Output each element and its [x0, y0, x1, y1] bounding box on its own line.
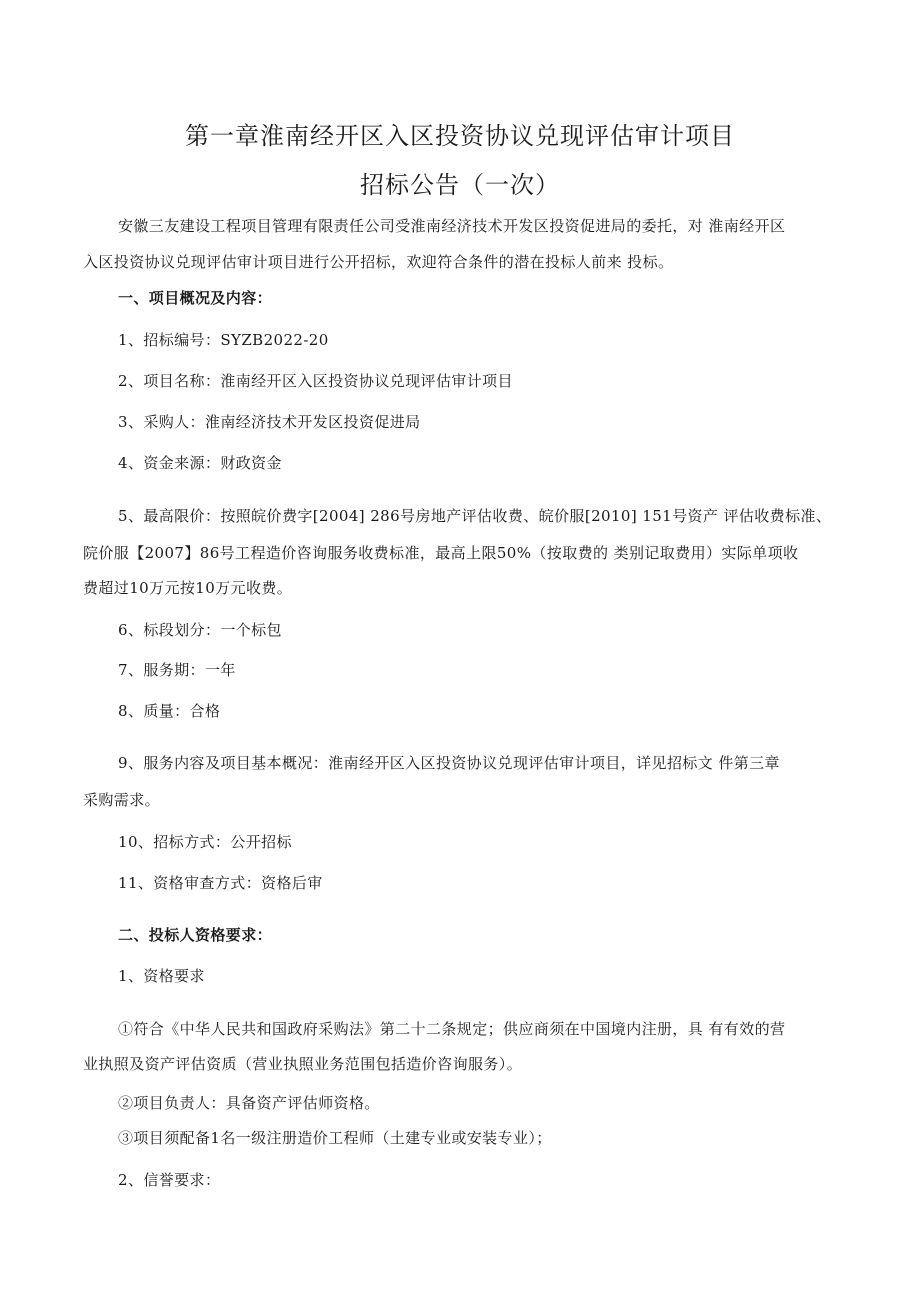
section-heading-qualifications: 二、投标人资格要求： [118, 926, 273, 944]
qualification-line: ①符合《中华人民共和国政府采购法》第二十二条规定；供应商须在中国境内注册，具 有有效的营 [118, 1020, 786, 1038]
price-limit-line: 费超过10万元按10万元收费。 [83, 579, 293, 597]
document-subtitle: 招标公告（一次） [360, 171, 560, 199]
service-content-line: 9、服务内容及项目基本概况：淮南经开区入区投资协议兑现评估审计项目，详见招标文 件第三章 [118, 754, 780, 772]
list-item: 10、招标方式：公开招标 [118, 833, 292, 851]
service-content-line: 采购需求。 [83, 791, 161, 809]
qualification-line: ②项目负责人：具备资产评估师资格。 [118, 1094, 380, 1112]
list-item: 8、质量：合格 [118, 702, 221, 720]
document-title: 第一章淮南经开区入区投资协议兑现评估审计项目 [185, 122, 735, 150]
qualification-line: ③项目须配备1名一级注册造价工程师（土建专业或安装专业）； [118, 1129, 552, 1147]
price-limit-line: 院价服【2007】86号工程造价咨询服务收费标准，最高上限50%（按取费的 类别记取费用）实际单项收 [83, 544, 799, 562]
intro-paragraph-line: 安徽三友建设工程项目管理有限责任公司受淮南经济技术开发区投资促进局的委托，对 淮南经开区 [118, 217, 786, 235]
list-item: 4、资金来源：财政资金 [118, 454, 282, 472]
qualification-line: 业执照及资产评估资质（营业执照业务范围包括造价咨询服务）。 [83, 1055, 523, 1073]
list-item: 6、标段划分：一个标包 [118, 621, 282, 639]
list-item: 7、服务期：一年 [118, 661, 236, 679]
price-limit-line: 5、最高限价：按照皖价费字[2004] 286号房地产评估收费、皖价服[2010] 151号资产 评估收费标准、 [118, 507, 832, 525]
list-item: 3、采购人：淮南经济技术开发区投资促进局 [118, 413, 421, 431]
qualification-heading: 1、资格要求 [118, 967, 205, 985]
list-item: 1、招标编号：SYZB2022-20 [118, 331, 329, 349]
section-heading-overview: 一、项目概况及内容： [118, 289, 273, 307]
list-item: 11、资格审查方式：资格后审 [118, 874, 323, 892]
intro-paragraph-line: 入区投资协议兑现评估审计项目进行公开招标，欢迎符合条件的潜在投标人前来 投标。 [83, 253, 674, 271]
credit-heading: 2、信誉要求： [118, 1171, 221, 1189]
list-item: 2、项目名称：淮南经开区入区投资协议兑现评估审计项目 [118, 372, 513, 390]
